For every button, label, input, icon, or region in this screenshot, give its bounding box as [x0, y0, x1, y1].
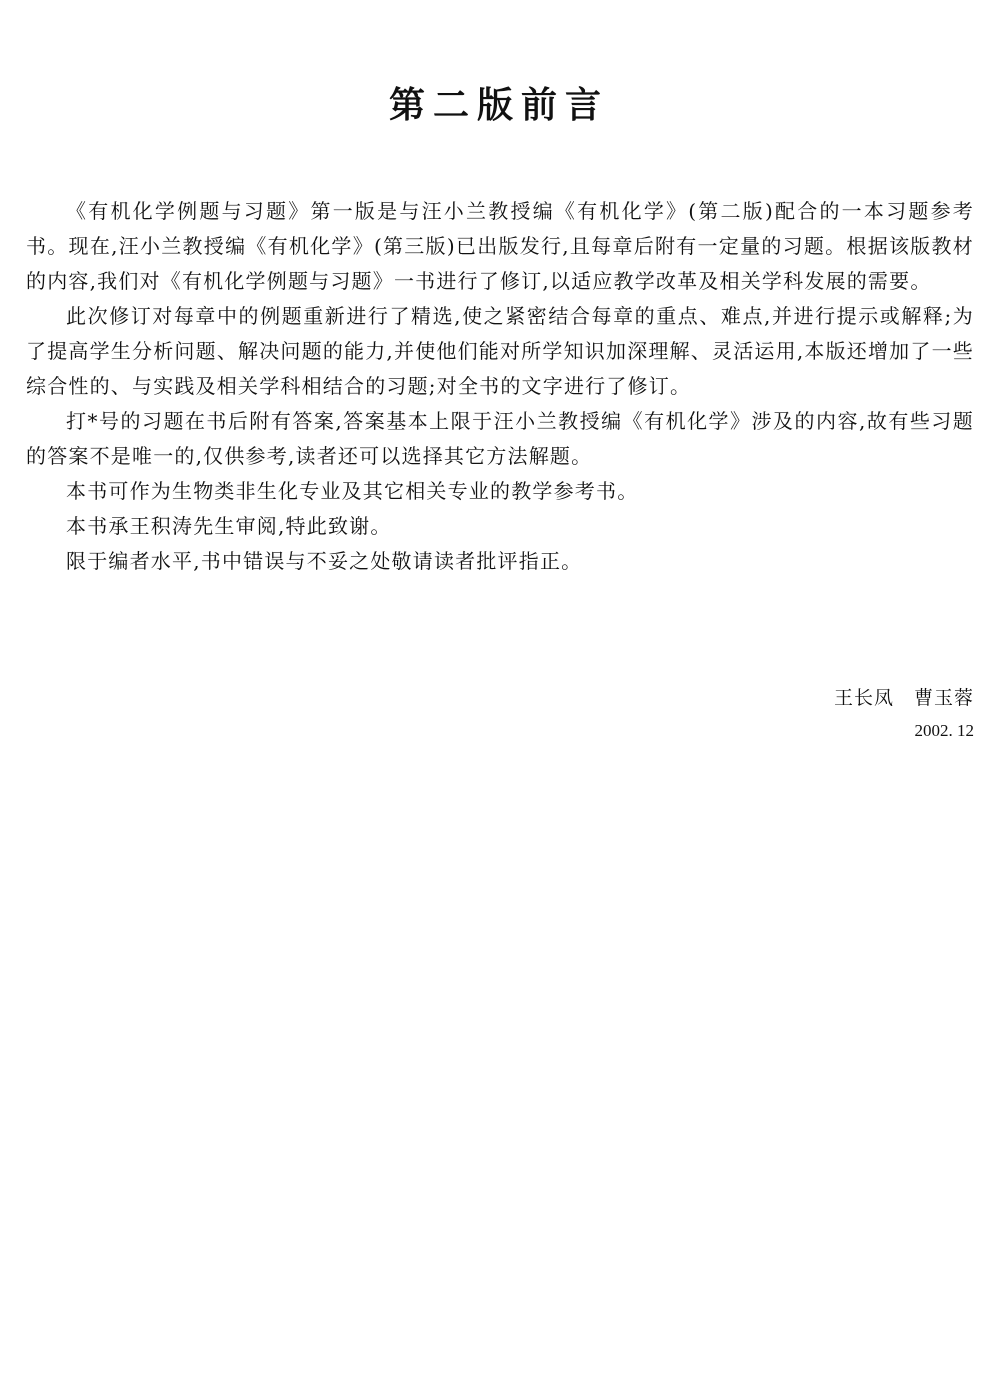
signature-block: [834, 684, 974, 744]
paragraph-4: 本书可作为生物类非生化专业及其它相关专业的教学参考书。: [66, 479, 639, 503]
author-names: 王长凤 曹玉蓉: [833, 687, 974, 709]
paragraph-1: 《有机化学例题与习题》第一版是与汪小兰教授编《有机化学》(第二版)配合的一本习题参考书。现在,汪小兰教授编《有机化学》(第三版)已出版发行,且每章后附有一定量的习题。根据该版教材的内容,我们对《有机化学例题与习题》一书进行了修订,以适应教学改革及相关学科发展的需要。: [26, 199, 974, 293]
signature-date: 2002. 12: [914, 721, 974, 740]
paragraph-3: 打*号的习题在书后附有答案,答案基本上限于汪小兰教授编《有机化学》涉及的内容,故有些习题的答案不是唯一的,仅供参考,读者还可以选择其它方法解题。: [26, 409, 974, 468]
page-title: 第二版前言: [388, 85, 609, 126]
paragraph-6: 限于编者水平,书中错误与不妥之处敬请读者批评指正。: [66, 549, 583, 573]
paragraph-2: 此次修订对每章中的例题重新进行了精选,使之紧密结合每章的重点、难点,并进行提示或解释;为了提高学生分析问题、解决问题的能力,并使他们能对所学知识加深理解、灵活运用,本版还增加了一些综合性的、与实践及相关学科相结合的习题;对全书的文字进行了修订。: [26, 304, 974, 398]
preface-body: [26, 194, 974, 579]
paragraph-5: 本书承王积涛先生审阅,特此致谢。: [66, 514, 392, 538]
